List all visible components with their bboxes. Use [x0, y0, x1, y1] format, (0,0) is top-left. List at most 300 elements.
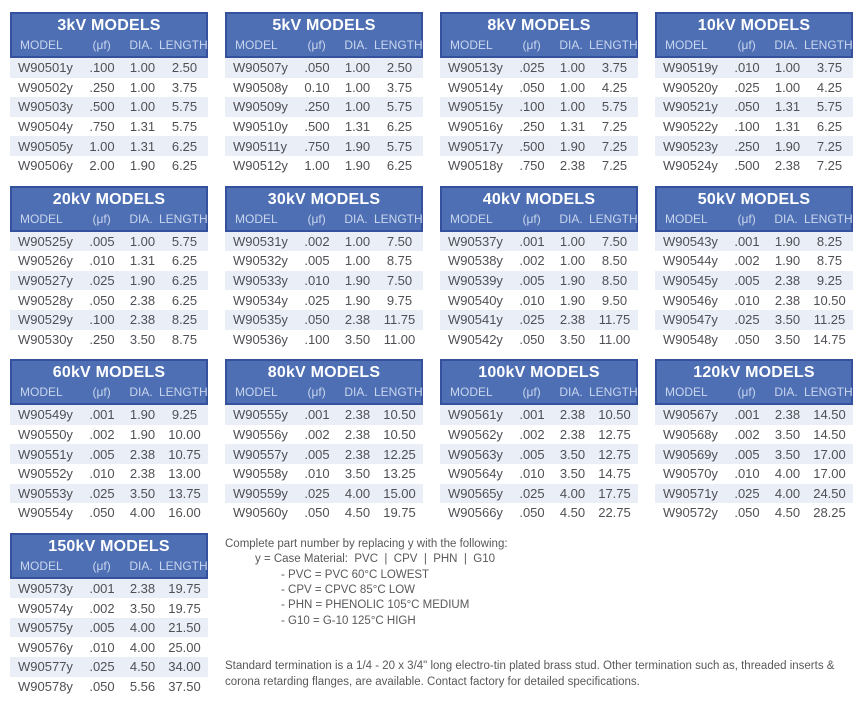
value-cell: 3.50 [774, 427, 801, 443]
value-cell: 7.25 [601, 158, 628, 174]
value-cell: .750 [304, 138, 330, 154]
value-cell: 1.31 [344, 119, 371, 135]
value-cell: 7.25 [816, 158, 843, 174]
value-cell: 2.38 [559, 312, 586, 328]
value-cell: .001 [304, 407, 330, 423]
value-cell: 2.38 [344, 407, 371, 423]
table-row [10, 598, 208, 618]
tables-grid [10, 12, 853, 696]
model-cell: W90516y [448, 119, 503, 135]
model-table-3kv [10, 12, 208, 176]
value-cell: .100 [519, 99, 545, 115]
table-row [10, 657, 208, 677]
value-cell: .250 [734, 138, 760, 154]
value-cell: 4.50 [344, 505, 371, 521]
table-row [10, 156, 208, 176]
value-cell: 2.38 [774, 273, 801, 289]
column-header: LENGTH [374, 211, 423, 226]
value-cell: 2.38 [344, 312, 371, 328]
value-cell: 13.75 [168, 485, 201, 501]
value-cell: .500 [304, 119, 330, 135]
table-title: 5kV MODELS [272, 17, 376, 34]
table-row [10, 310, 208, 330]
value-cell: 37.50 [168, 678, 201, 694]
column-header: DIA. [129, 211, 153, 226]
column-header: MODEL [450, 38, 493, 52]
column-header-row [442, 37, 636, 56]
model-cell: W90544y [663, 253, 718, 269]
table-title: 8kV MODELS [487, 17, 591, 34]
value-cell: 1.31 [129, 253, 156, 269]
table-row [440, 310, 638, 330]
model-table-80kv [225, 359, 423, 523]
value-cell: .050 [734, 331, 760, 347]
model-cell: W90515y [448, 99, 503, 115]
table-row [655, 425, 853, 445]
model-cell: W90578y [18, 678, 73, 694]
table-row [10, 444, 208, 464]
column-header-row [442, 211, 636, 230]
value-cell: 5.75 [601, 99, 628, 115]
table-body [10, 579, 208, 697]
table-title: 120kV MODELS [693, 364, 815, 382]
value-cell: 3.50 [559, 446, 586, 462]
model-cell: W90527y [18, 273, 73, 289]
table-row [10, 330, 208, 350]
model-cell: W90576y [18, 639, 73, 655]
model-cell: W90522y [663, 119, 718, 135]
value-cell: 2.38 [774, 292, 801, 308]
value-cell: 7.25 [816, 138, 843, 154]
value-cell: 1.00 [304, 158, 330, 174]
value-cell: .750 [89, 119, 115, 135]
table-row [225, 425, 423, 445]
model-cell: W90503y [18, 99, 73, 115]
column-header: MODEL [20, 211, 63, 226]
model-cell: W90562y [448, 427, 503, 443]
column-header: LENGTH [804, 385, 853, 400]
value-cell: .002 [734, 427, 760, 443]
value-cell: 8.50 [601, 273, 628, 289]
column-header: DIA. [344, 385, 368, 400]
value-cell: .025 [304, 485, 330, 501]
value-cell: 3.50 [774, 331, 801, 347]
column-header: MODEL [665, 385, 708, 400]
table-row [655, 78, 853, 98]
table-row [440, 484, 638, 504]
table-row [440, 136, 638, 156]
material-option-pvc: - PVC = PVC 60°C LOWEST [281, 568, 430, 581]
column-header: (μf) [92, 211, 111, 226]
table-row [225, 232, 423, 252]
column-header-row [657, 211, 851, 230]
model-cell: W90507y [233, 60, 288, 76]
value-cell: 1.00 [344, 233, 371, 249]
value-cell: 3.75 [386, 79, 413, 95]
table-body [655, 405, 853, 523]
table-body [655, 232, 853, 350]
model-cell: W90514y [448, 79, 503, 95]
value-cell: .025 [304, 292, 330, 308]
value-cell: 6.25 [816, 119, 843, 135]
value-cell: 5.75 [171, 99, 198, 115]
value-cell: 2.38 [774, 407, 801, 423]
value-cell: .005 [89, 446, 115, 462]
value-cell: 3.50 [559, 466, 586, 482]
model-cell: W90559y [233, 485, 288, 501]
model-cell: W90542y [448, 331, 503, 347]
value-cell: .050 [519, 79, 545, 95]
table-row [10, 290, 208, 310]
value-cell: 1.31 [559, 119, 586, 135]
column-header-row [657, 384, 851, 403]
table-title: 60kV MODELS [52, 364, 166, 382]
model-cell: W90518y [448, 158, 503, 174]
value-cell: 19.75 [383, 505, 416, 521]
table-row [225, 484, 423, 504]
value-cell: 7.50 [386, 273, 413, 289]
value-cell: .002 [89, 427, 115, 443]
table-row [655, 464, 853, 484]
table-row [10, 232, 208, 252]
model-cell: W90574y [18, 600, 73, 616]
model-cell: W90501y [18, 60, 73, 76]
column-header-row [657, 37, 851, 56]
table-row [10, 579, 208, 599]
table-row [225, 78, 423, 98]
table-row [10, 637, 208, 657]
value-cell: 19.75 [168, 580, 201, 596]
value-cell: 1.90 [129, 273, 156, 289]
value-cell: 1.31 [129, 119, 156, 135]
model-cell: W90534y [233, 292, 288, 308]
value-cell: 5.56 [129, 678, 156, 694]
value-cell: .050 [304, 60, 330, 76]
table-body [225, 232, 423, 350]
value-cell: 12.25 [383, 446, 416, 462]
table-row [10, 251, 208, 271]
table-row [225, 290, 423, 310]
column-header-row [12, 37, 206, 56]
column-header-row [227, 37, 421, 56]
table-title: 100kV MODELS [478, 364, 600, 382]
value-cell: 9.25 [171, 407, 198, 423]
value-cell: 1.90 [559, 138, 586, 154]
table-title: 30kV MODELS [267, 190, 381, 208]
model-table-50kv [655, 186, 853, 350]
table-row [440, 97, 638, 117]
value-cell: 10.50 [813, 292, 846, 308]
value-cell: 6.25 [386, 119, 413, 135]
table-row [440, 330, 638, 350]
value-cell: 5.75 [386, 138, 413, 154]
value-cell: 11.75 [598, 312, 631, 328]
value-cell: 4.25 [816, 79, 843, 95]
column-header: MODEL [235, 211, 278, 226]
table-header [10, 533, 208, 579]
case-material-line: y = Case Material: PVC | CPV | PHN | G10 [255, 553, 495, 566]
column-header: (μf) [522, 211, 541, 226]
column-header: MODEL [20, 558, 63, 573]
termination-note: Standard termination is a 1/4 - 20 x 3/4" long electro-tin plated brass stud. Other termination such as, threaded inserts & corona retarding flanges, are available. Contact factory for detailed specifications. [225, 660, 835, 688]
value-cell: 2.38 [559, 407, 586, 423]
value-cell: 1.90 [344, 273, 371, 289]
column-header: (μf) [307, 38, 326, 52]
value-cell: 3.75 [816, 60, 843, 76]
model-cell: W90545y [663, 273, 718, 289]
value-cell: 4.00 [129, 505, 156, 521]
table-header [440, 359, 638, 405]
model-table-20kv [10, 186, 208, 350]
column-header-row [227, 384, 421, 403]
table-title: 10kV MODELS [697, 17, 811, 34]
column-header-row [12, 384, 206, 403]
model-cell: W90564y [448, 466, 503, 482]
model-cell: W90552y [18, 466, 73, 482]
table-body [440, 232, 638, 350]
table-row [225, 271, 423, 291]
model-cell: W90532y [233, 253, 288, 269]
value-cell: 6.25 [171, 253, 198, 269]
table-header [655, 359, 853, 405]
value-cell: .025 [519, 312, 545, 328]
column-header: LENGTH [804, 211, 853, 226]
value-cell: 1.00 [559, 233, 586, 249]
value-cell: 7.25 [601, 138, 628, 154]
value-cell: 17.00 [813, 446, 846, 462]
value-cell: 3.50 [344, 331, 371, 347]
model-cell: W90563y [448, 446, 503, 462]
model-cell: W90549y [18, 407, 73, 423]
value-cell: 5.75 [171, 233, 198, 249]
value-cell: 4.00 [559, 485, 586, 501]
table-row [440, 156, 638, 176]
value-cell: .025 [89, 485, 115, 501]
value-cell: 1.00 [129, 79, 156, 95]
model-cell: W90533y [233, 273, 288, 289]
value-cell: .500 [734, 158, 760, 174]
value-cell: 1.90 [774, 233, 801, 249]
value-cell: 4.00 [344, 485, 371, 501]
model-cell: W90561y [448, 407, 503, 423]
column-header: MODEL [20, 38, 63, 52]
value-cell: .025 [89, 273, 115, 289]
value-cell: 1.90 [559, 273, 586, 289]
model-table-10kv [655, 12, 853, 176]
model-cell: W90528y [18, 292, 73, 308]
table-body [10, 405, 208, 523]
model-cell: W90539y [448, 273, 503, 289]
table-row [225, 405, 423, 425]
value-cell: 1.00 [559, 79, 586, 95]
value-cell: .100 [89, 312, 115, 328]
model-cell: W90546y [663, 292, 718, 308]
table-row [10, 97, 208, 117]
model-cell: W90520y [663, 79, 718, 95]
column-header: (μf) [737, 38, 756, 52]
table-header [10, 186, 208, 232]
value-cell: .050 [89, 678, 115, 694]
table-row [10, 503, 208, 523]
column-header: MODEL [235, 385, 278, 400]
model-cell: W90536y [233, 331, 288, 347]
table-row [10, 464, 208, 484]
value-cell: 0.10 [304, 79, 330, 95]
model-cell: W90543y [663, 233, 718, 249]
value-cell: 1.00 [129, 233, 156, 249]
column-header: LENGTH [589, 38, 638, 52]
value-cell: 8.75 [816, 253, 843, 269]
value-cell: 1.90 [129, 407, 156, 423]
model-cell: W90508y [233, 79, 288, 95]
value-cell: 2.50 [171, 60, 198, 76]
value-cell: .001 [89, 580, 115, 596]
table-row [655, 405, 853, 425]
table-body [655, 58, 853, 176]
table-row [10, 425, 208, 445]
table-row [225, 330, 423, 350]
column-header: (μf) [92, 38, 111, 52]
value-cell: 5.75 [816, 99, 843, 115]
model-cell: W90547y [663, 312, 718, 328]
model-cell: W90553y [18, 485, 73, 501]
column-header-row [12, 211, 206, 230]
table-row [655, 97, 853, 117]
table-row [440, 425, 638, 445]
model-cell: W90530y [18, 331, 73, 347]
column-header: MODEL [665, 211, 708, 226]
value-cell: .100 [734, 119, 760, 135]
value-cell: 4.00 [774, 466, 801, 482]
table-row [655, 484, 853, 504]
material-option-phn: - PHN = PHENOLIC 105°C MEDIUM [281, 599, 470, 612]
table-row [655, 232, 853, 252]
value-cell: 13.25 [383, 466, 416, 482]
table-row [655, 503, 853, 523]
value-cell: 3.50 [129, 485, 156, 501]
column-header: LENGTH [374, 385, 423, 400]
column-header: (μf) [92, 558, 111, 573]
value-cell: .001 [519, 407, 545, 423]
model-cell: W90513y [448, 60, 503, 76]
table-title: 80kV MODELS [267, 364, 381, 382]
table-row [10, 78, 208, 98]
value-cell: 14.75 [598, 466, 631, 482]
value-cell: 2.00 [89, 158, 115, 174]
value-cell: 6.25 [171, 158, 198, 174]
table-row [225, 503, 423, 523]
value-cell: .001 [89, 407, 115, 423]
value-cell: 2.38 [774, 158, 801, 174]
value-cell: .002 [304, 233, 330, 249]
model-cell: W90512y [233, 158, 288, 174]
value-cell: .100 [89, 60, 115, 76]
value-cell: 7.25 [601, 119, 628, 135]
column-header-row [227, 211, 421, 230]
table-row [440, 78, 638, 98]
column-header: DIA. [774, 211, 798, 226]
value-cell: 7.50 [601, 233, 628, 249]
value-cell: .005 [734, 273, 760, 289]
value-cell: 1.90 [559, 292, 586, 308]
column-header: DIA. [774, 38, 798, 52]
value-cell: 1.00 [344, 60, 371, 76]
value-cell: 16.00 [168, 505, 201, 521]
value-cell: .010 [304, 466, 330, 482]
table-row [655, 271, 853, 291]
value-cell: 10.50 [383, 427, 416, 443]
model-cell: W90521y [663, 99, 718, 115]
column-header: DIA. [559, 211, 583, 226]
table-row [10, 271, 208, 291]
value-cell: 1.90 [344, 292, 371, 308]
value-cell: .005 [519, 446, 545, 462]
value-cell: .500 [89, 99, 115, 115]
value-cell: 3.50 [344, 466, 371, 482]
value-cell: 3.50 [774, 312, 801, 328]
model-cell: W90556y [233, 427, 288, 443]
table-title: 150kV MODELS [48, 537, 170, 555]
model-table-40kv [440, 186, 638, 350]
column-header: DIA. [344, 38, 368, 52]
model-cell: W90504y [18, 119, 73, 135]
value-cell: .250 [89, 331, 115, 347]
value-cell: .010 [519, 292, 545, 308]
value-cell: .010 [734, 292, 760, 308]
model-cell: W90502y [18, 79, 73, 95]
table-row [10, 405, 208, 425]
column-header: (μf) [522, 385, 541, 400]
column-header: (μf) [307, 211, 326, 226]
value-cell: 10.50 [598, 407, 631, 423]
table-body [225, 405, 423, 523]
value-cell: .010 [89, 466, 115, 482]
table-row [440, 444, 638, 464]
value-cell: 1.31 [129, 138, 156, 154]
value-cell: 4.50 [559, 505, 586, 521]
model-table-100kv [440, 359, 638, 523]
value-cell: 4.50 [774, 505, 801, 521]
model-cell: W90525y [18, 233, 73, 249]
part-number-note-title: Complete part number by replacing y with the following: [225, 537, 508, 550]
value-cell: .010 [304, 273, 330, 289]
value-cell: 8.75 [386, 253, 413, 269]
value-cell: 1.90 [344, 158, 371, 174]
value-cell: 4.00 [774, 485, 801, 501]
model-table-60kv [10, 359, 208, 523]
value-cell: 1.00 [344, 253, 371, 269]
value-cell: 1.90 [774, 253, 801, 269]
material-option-g10: - G10 = G-10 125°C HIGH [281, 614, 416, 627]
value-cell: 2.38 [559, 158, 586, 174]
table-title: 20kV MODELS [52, 190, 166, 208]
value-cell: .002 [734, 253, 760, 269]
value-cell: 1.00 [559, 99, 586, 115]
value-cell: 1.00 [129, 99, 156, 115]
column-header-row [442, 384, 636, 403]
value-cell: 8.75 [171, 331, 198, 347]
table-row [655, 136, 853, 156]
model-cell: W90523y [663, 138, 718, 154]
value-cell: .050 [734, 505, 760, 521]
column-header: MODEL [235, 38, 278, 52]
table-row [225, 58, 423, 78]
column-header: LENGTH [159, 385, 208, 400]
model-cell: W90555y [233, 407, 288, 423]
value-cell: 2.50 [386, 60, 413, 76]
value-cell: 11.00 [383, 331, 416, 347]
table-row [655, 251, 853, 271]
